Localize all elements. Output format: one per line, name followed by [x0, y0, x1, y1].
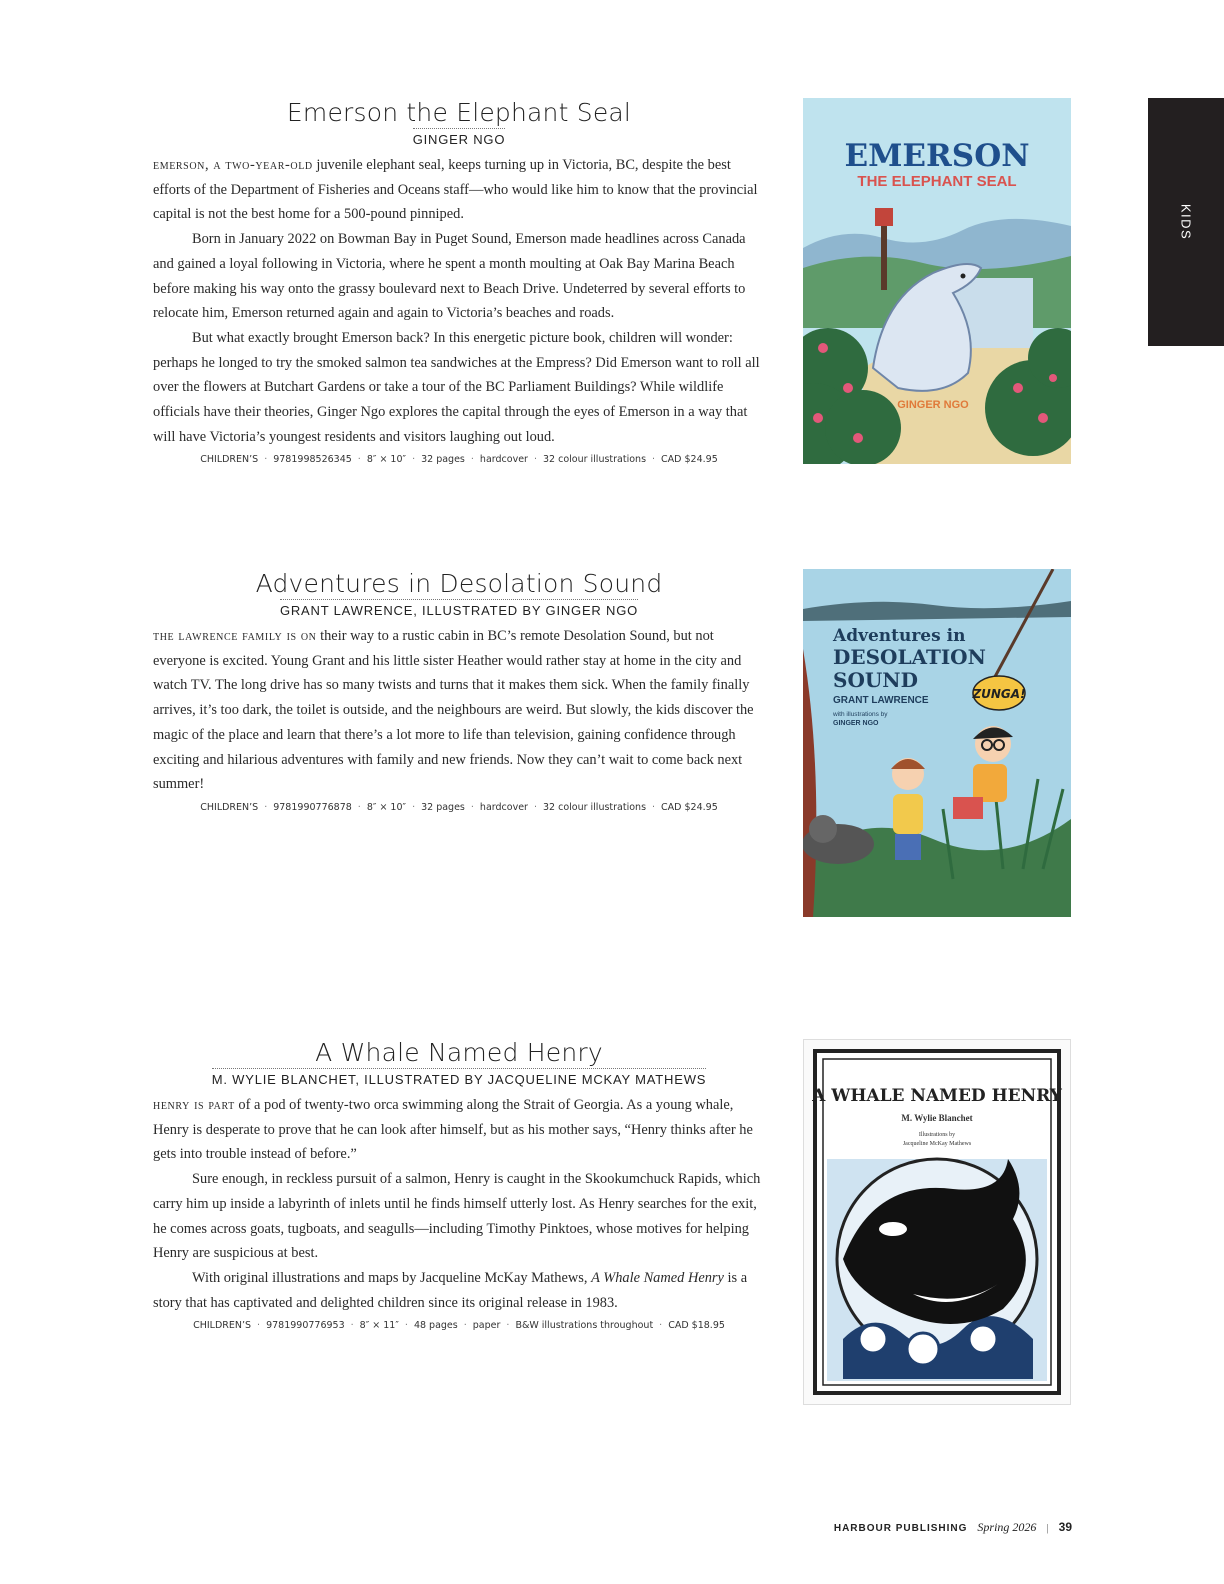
meta-isbn: 9781990776878: [273, 801, 352, 813]
cover-title-line2: THE ELEPHANT SEAL: [857, 173, 1017, 190]
meta-isbn: 9781990776953: [266, 1320, 345, 1332]
book-cover-desolation-sound: [803, 569, 1071, 917]
meta-format: hardcover: [479, 801, 528, 813]
meta-price: CAD $18.95: [668, 1320, 725, 1332]
meta-category: CHILDREN’S: [200, 454, 259, 466]
description-lead: emerson, a two-year-old: [153, 157, 313, 173]
book-metadata: CHILDREN’S · 9781990776953 · 8″ × 11″ · 48 pages · paper · B&W illustrations throughout · CAD $18.95: [193, 1320, 725, 1332]
book-description: [153, 624, 765, 797]
cover-speech-bubble: ZUNGA!: [972, 687, 1026, 701]
meta-category: CHILDREN’S: [200, 801, 259, 813]
cover-author: GRANT LAWRENCE: [833, 695, 929, 706]
book-cover-whale-named-henry: [803, 1039, 1071, 1405]
meta-extras: B&W illustrations throughout: [515, 1320, 654, 1332]
book-metadata: CHILDREN’S · 9781990776878 · 8″ × 10″ · 32 pages · hardcover · 32 colour illustrations · CAD $24.95: [200, 801, 718, 813]
footer-separator: |: [1046, 1522, 1049, 1534]
description-paragraph: Sure enough, in reckless pursuit of a salmon, Henry is caught in the Skookumchuck Rapids, which carry him up inside a labyrinth of inlets until he finds himself utterly lost. As Henry searches for the exit, he comes across goats, tugboats, and seagulls—including Timothy Pinktoes, whose motives for helping Henry are suspicious at best.: [153, 1171, 761, 1262]
book-cover-emerson: [803, 98, 1071, 464]
book-title: A Whale Named Henry: [315, 1038, 603, 1067]
cover-title-line1: Adventures in: [833, 626, 966, 646]
cover-title-line1: EMERSON: [844, 138, 1030, 174]
description-paragraph: But what exactly brought Emerson back? In this energetic picture book, children will wonder: perhaps he longed to try the smoked salmon tea sandwiches at the Empress? Did Emerson want to roll all over the flowers at Butchart Gardens or take a tour of the BC Parliament Buildings? While wildlife officials have their theories, Ginger Ngo explores the capital through the eyes of Emerson in a way that will have Victoria’s youngest residents and visitors laughing out loud.: [153, 329, 760, 445]
cover-illustrator-label: Illustrations by: [918, 1132, 956, 1138]
book-title: Adventures in Desolation Sound: [255, 569, 663, 598]
meta-pages: 48 pages: [413, 1320, 458, 1332]
cover-author: M. Wylie Blanchet: [901, 1113, 973, 1123]
meta-price: CAD $24.95: [661, 801, 718, 813]
book-description: [153, 1093, 765, 1315]
meta-format: hardcover: [479, 454, 528, 466]
meta-price: CAD $24.95: [661, 454, 718, 466]
description-paragraph: Born in January 2022 on Bowman Bay in Puget Sound, Emerson made headlines across Canada and gained a loyal following in Victoria, where he spent a month moulting at Oak Bay Marina Beach before making his way onto the grassy boulevard next to Beach Drive. Undeterred by several efforts to relocate him, Emerson returned again and again to Victoria’s beaches and roads.: [153, 231, 746, 322]
cover-title-line2: DESOLATION: [833, 645, 986, 669]
book-entry-whale-named-henry: [153, 1038, 765, 1333]
book-author: GINGER NGO: [413, 128, 506, 147]
description-text: juvenile elephant seal, keeps turning up in Victoria, BC, despite the best efforts of the Department of Fisheries and Oceans staff—who would like him to know that the provincial capital is not the best home for a 500-pound pinniped.: [153, 157, 758, 223]
book-author: M. WYLIE BLANCHET, ILLUSTRATED BY JACQUELINE MCKAY MATHEWS: [212, 1068, 707, 1087]
description-text: With original illustrations and maps by Jacqueline McKay Mathews,: [192, 1269, 592, 1286]
book-description: [153, 153, 765, 449]
footer-publisher: HARBOUR PUBLISHING: [833, 1523, 968, 1534]
page-footer: [834, 1520, 1072, 1535]
meta-pages: 32 pages: [421, 454, 465, 466]
meta-pages: 32 pages: [421, 801, 465, 813]
page-number: 39: [1058, 1520, 1072, 1534]
meta-format: paper: [472, 1320, 501, 1332]
description-lead: henry is part: [153, 1097, 235, 1113]
meta-extras: 32 colour illustrations: [542, 454, 647, 466]
meta-isbn: 9781998526345: [273, 454, 352, 466]
cover-illustrator: Jacqueline McKay Mathews: [902, 1141, 972, 1147]
cover-illustrator: GINGER NGO: [833, 720, 879, 727]
book-author: GRANT LAWRENCE, ILLUSTRATED BY GINGER NGO: [280, 599, 638, 618]
meta-category: CHILDREN’S: [193, 1320, 252, 1332]
meta-trim: 8″ × 11″: [359, 1320, 399, 1332]
description-text: of a pod of twenty-two orca swimming along the Strait of Georgia. As a young whale, Henry is desperate to prove that he can look after himself, but as his mother says, “Henry thinks after he gets into trouble instead of before.”: [153, 1097, 753, 1163]
cover-illustrator-label: with illustrations by: [833, 711, 888, 718]
footer-season: Spring 2026: [977, 1520, 1037, 1534]
book-metadata: CHILDREN’S · 9781998526345 · 8″ × 10″ · 32 pages · hardcover · 32 colour illustrations · CAD $24.95: [200, 454, 718, 466]
book-title: Emerson the Elephant Seal: [286, 98, 632, 127]
meta-trim: 8″ × 10″: [366, 801, 407, 813]
book-entry-desolation-sound: [153, 569, 765, 815]
section-tab-label: KIDS: [1178, 203, 1194, 241]
meta-extras: 32 colour illustrations: [542, 801, 647, 813]
book-title-italic: A Whale Named Henry: [591, 1269, 724, 1286]
meta-trim: 8″ × 10″: [366, 454, 407, 466]
book-entry-emerson: [153, 98, 765, 467]
cover-author: GINGER NGO: [897, 399, 969, 411]
description-paragraph: [153, 1266, 765, 1315]
description-text: their way to a rustic cabin in BC’s remote Desolation Sound, but not everyone is excited. Young Grant and his little sister Heather would rather stay at home in the city and watch TV. The long drive has so many twists and turns that it makes them sick. When the family finally arrives, it’s too dark, the toilet is outside, and the neighbours are weird. But slowly, the kids discover the magic of the place and learn that there’s a lot more to life than television, gaining confidence through exciting and hilarious adventures with family and new friends. Now they can’t wait to come back next summer!: [153, 628, 754, 793]
section-tab-kids: [1148, 98, 1224, 346]
description-lead: the lawrence family is on: [153, 628, 317, 644]
cover-title: A WHALE NAMED HENRY: [812, 1086, 1062, 1106]
cover-title-line3: SOUND: [833, 668, 918, 692]
description-text: is a story that has captivated and delighted children since its original release in 1983.: [153, 1269, 748, 1311]
